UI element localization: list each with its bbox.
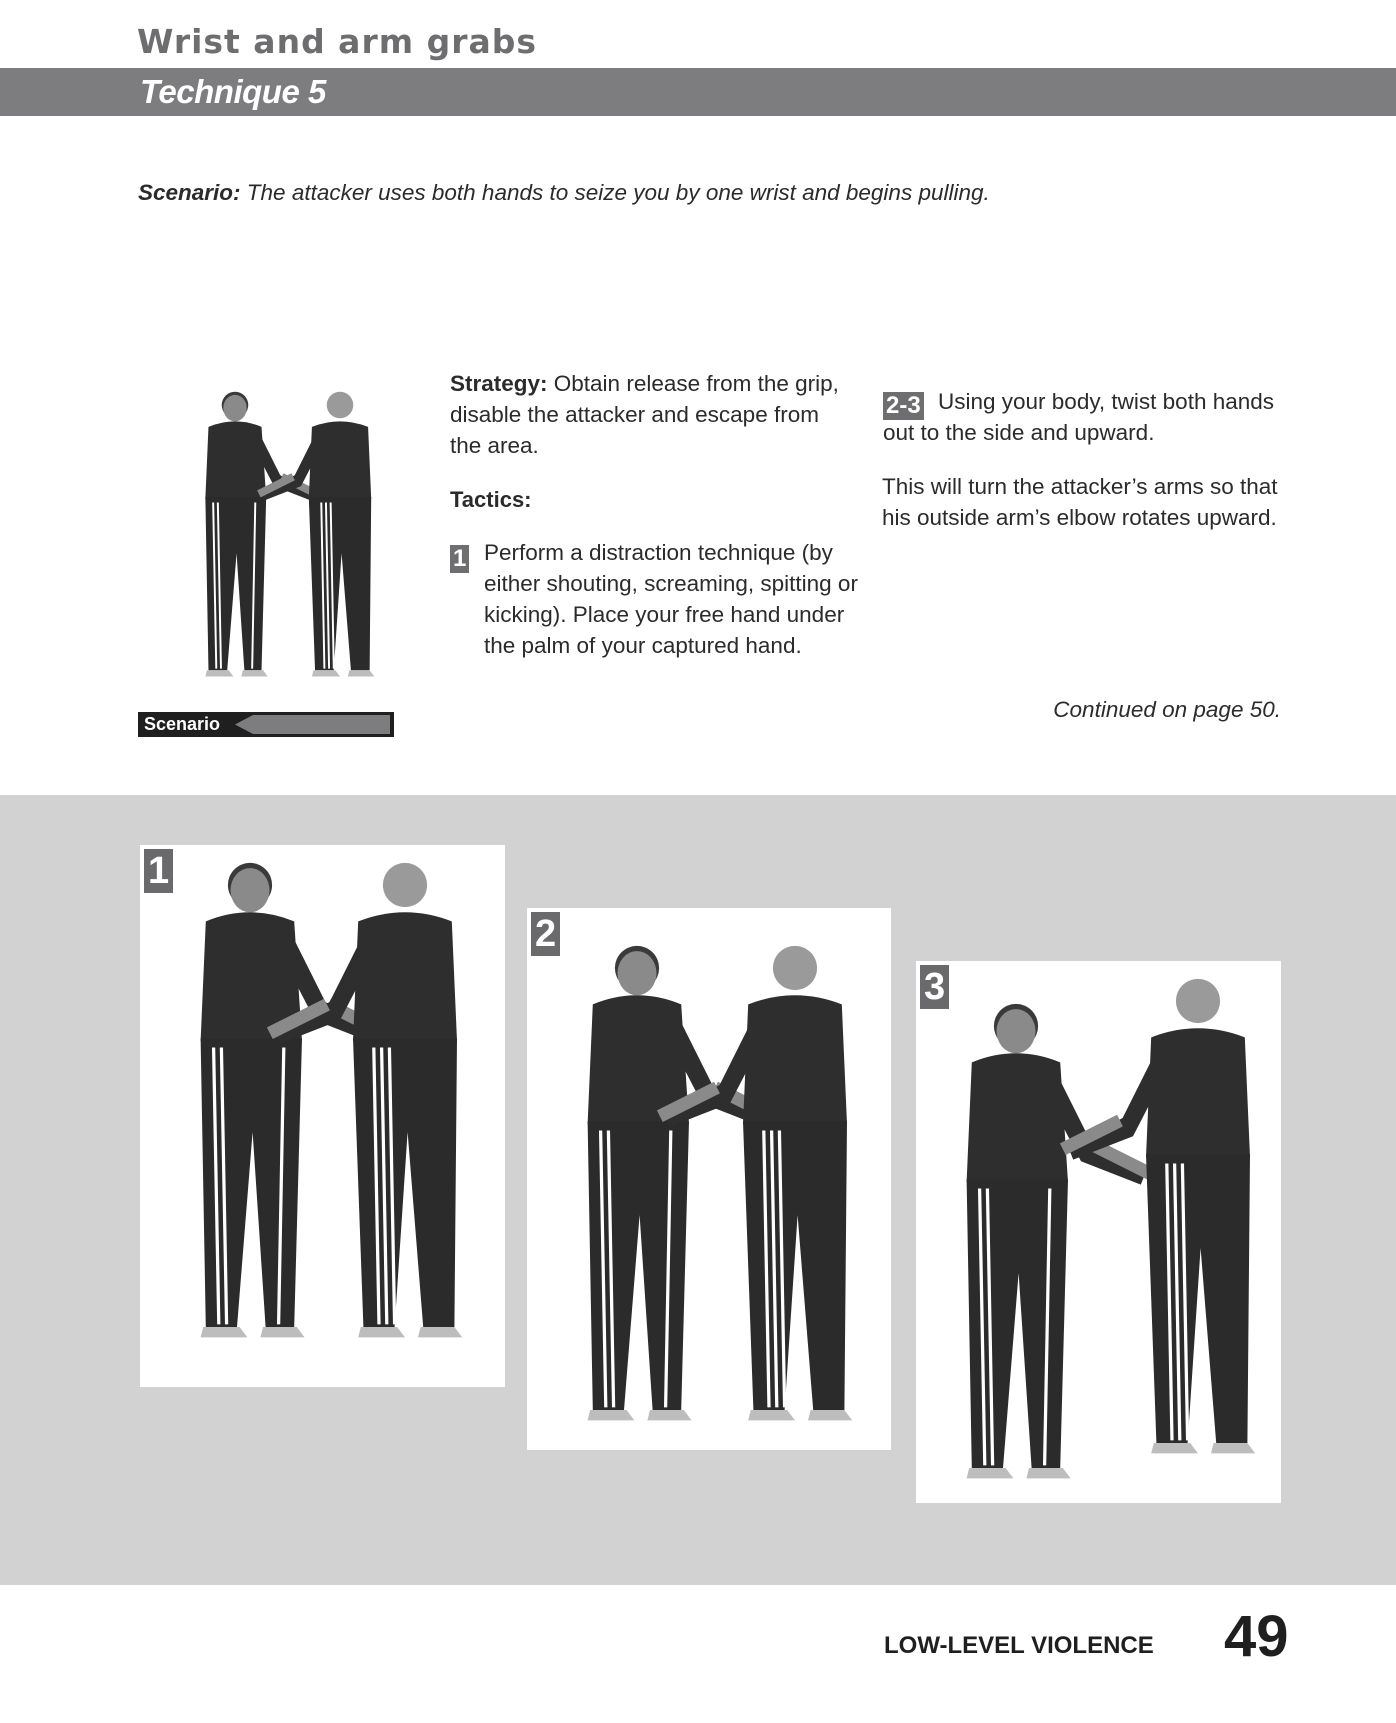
technique-bar xyxy=(0,68,1396,116)
photo-3 xyxy=(916,961,1281,1503)
scenario-tag xyxy=(138,712,394,737)
scenario-photo xyxy=(160,375,400,695)
technique-title: Technique 5 xyxy=(140,73,326,110)
left-arrow-icon xyxy=(235,715,390,734)
step-2-3 xyxy=(883,386,1303,448)
photo-2-number: 2 xyxy=(531,912,560,956)
scenario-text: The attacker uses both hands to seize you by one wrist and begins pulling. xyxy=(240,180,990,205)
page-number: 49 xyxy=(1224,1604,1289,1669)
footer-section-title: LOW-LEVEL VIOLENCE xyxy=(884,1632,1154,1659)
step-explanation: This will turn the attacker’s arms so that his outside arm’s elbow rotates upward. xyxy=(882,474,1278,530)
continued-note: Continued on page 50. xyxy=(1053,697,1281,722)
photo-1 xyxy=(140,845,505,1387)
photo-1-number: 1 xyxy=(144,849,173,893)
strategy-label: Strategy: xyxy=(450,371,548,396)
photo-3-number: 3 xyxy=(920,965,949,1009)
step-2-3-badge: 2-3 xyxy=(883,392,924,420)
tactics-heading: Tactics: xyxy=(450,487,532,512)
scenario-tag-label: Scenario xyxy=(144,714,221,734)
chapter-title: Wrist and arm grabs xyxy=(137,22,538,61)
step-1-text: Perform a distraction technique (by either shouting, screaming, spitting or kicking). Place your free hand under the palm of your captured hand. xyxy=(484,540,858,658)
photo-2 xyxy=(527,908,891,1450)
step-1 xyxy=(450,537,860,661)
step-1-badge: 1 xyxy=(450,545,469,573)
scenario-label: Scenario: xyxy=(138,180,241,205)
scenario-description xyxy=(138,180,990,206)
step-2-3-text: Using your body, twist both hands out to the side and upward. xyxy=(883,389,1275,445)
strategy-paragraph xyxy=(450,368,850,461)
strategy-text: Obtain release from the grip, disable the attacker and escape from the area. xyxy=(450,371,839,458)
